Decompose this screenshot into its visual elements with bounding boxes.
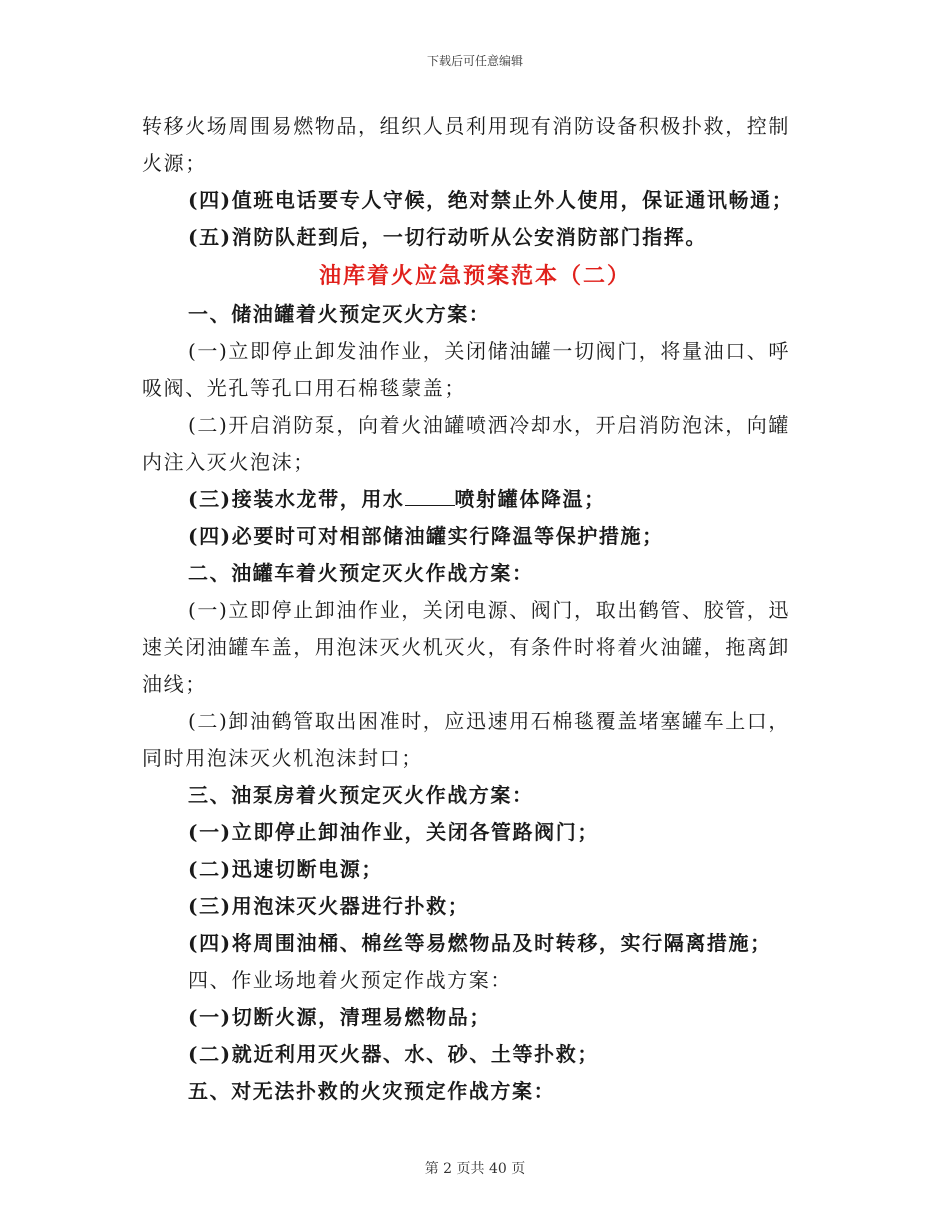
paragraph-item-4: (四)值班电话要专人守候，绝对禁止外人使用，保证通讯畅通； (188, 188, 794, 212)
section-1-item-3-before: (三)接装水龙带，用水 (188, 487, 405, 511)
paragraph-continuation: 转移火场周围易燃物品，组织人员利用现有消防设备积极扑救，控制火源； (142, 114, 790, 175)
section-3-item-3: (三)用泡沫灭火器进行扑救； (188, 894, 470, 918)
section-1-item-3-after: 喷射罐体降温； (454, 487, 606, 511)
section-3-item-2: (二)迅速切断电源； (188, 857, 383, 881)
section-3-item-4: (四)将周围油桶、棉丝等易燃物品及时转移，实行隔离措施； (188, 931, 772, 955)
section-2-item-1: (一)立即停止卸油作业，关闭电源、阀门，取出鹤管、胶管，迅速关闭油罐车盖，用泡沫灭火机灭火，有条件时将着火油罐，拖离卸油线； (142, 598, 791, 696)
page-footer: 第 2 页共 40 页 (424, 1161, 526, 1177)
page-header: 下载后可任意编辑 (426, 54, 523, 68)
section-1-item-4: (四)必要时可对相部储油罐实行降温等保护措施； (188, 524, 664, 548)
fill-in-blank (405, 487, 455, 506)
section-4-heading: 四、作业场地着火预定作战方案： (188, 968, 512, 992)
section-3-heading: 三、油泵房着火预定灭火作战方案： (188, 783, 534, 807)
section-1-item-3 (142, 481, 808, 518)
section-4-item-2: (二)就近利用灭火器、水、砂、土等扑救； (188, 1042, 599, 1066)
paragraph-item-5: (五)消防队赶到后，一切行动听从公安消防部门指挥。 (188, 225, 707, 249)
section-1-item-1: (一)立即停止卸发油作业，关闭储油罐一切阀门，将量油口、呼吸阀、光孔等孔口用石棉毯蒙盖； (142, 339, 791, 400)
section-1-item-2: (二)开启消防泵，向着火油罐喷洒冷却水，开启消防泡沫，向罐内注入灭火泡沫； (142, 413, 791, 474)
section-3-item-1: (一)立即停止卸油作业，关闭各管路阀门； (188, 820, 599, 844)
section-2-heading: 二、油罐车着火预定灭火作战方案： (188, 561, 534, 585)
section-4-item-1: (一)切断火源，清理易燃物品； (188, 1005, 491, 1029)
document-body (142, 108, 808, 1110)
section-2-item-2: (二)卸油鹤管取出困准时，应迅速用石棉毯覆盖堵塞罐车上口，同时用泡沫灭火机泡沫封口； (142, 709, 791, 770)
section-1-heading: 一、储油罐着火预定灭火方案： (188, 302, 491, 326)
section-5-heading: 五、对无法扑救的火灾预定作战方案： (188, 1079, 556, 1103)
document-title: 油库着火应急预案范本（二） (318, 263, 631, 289)
